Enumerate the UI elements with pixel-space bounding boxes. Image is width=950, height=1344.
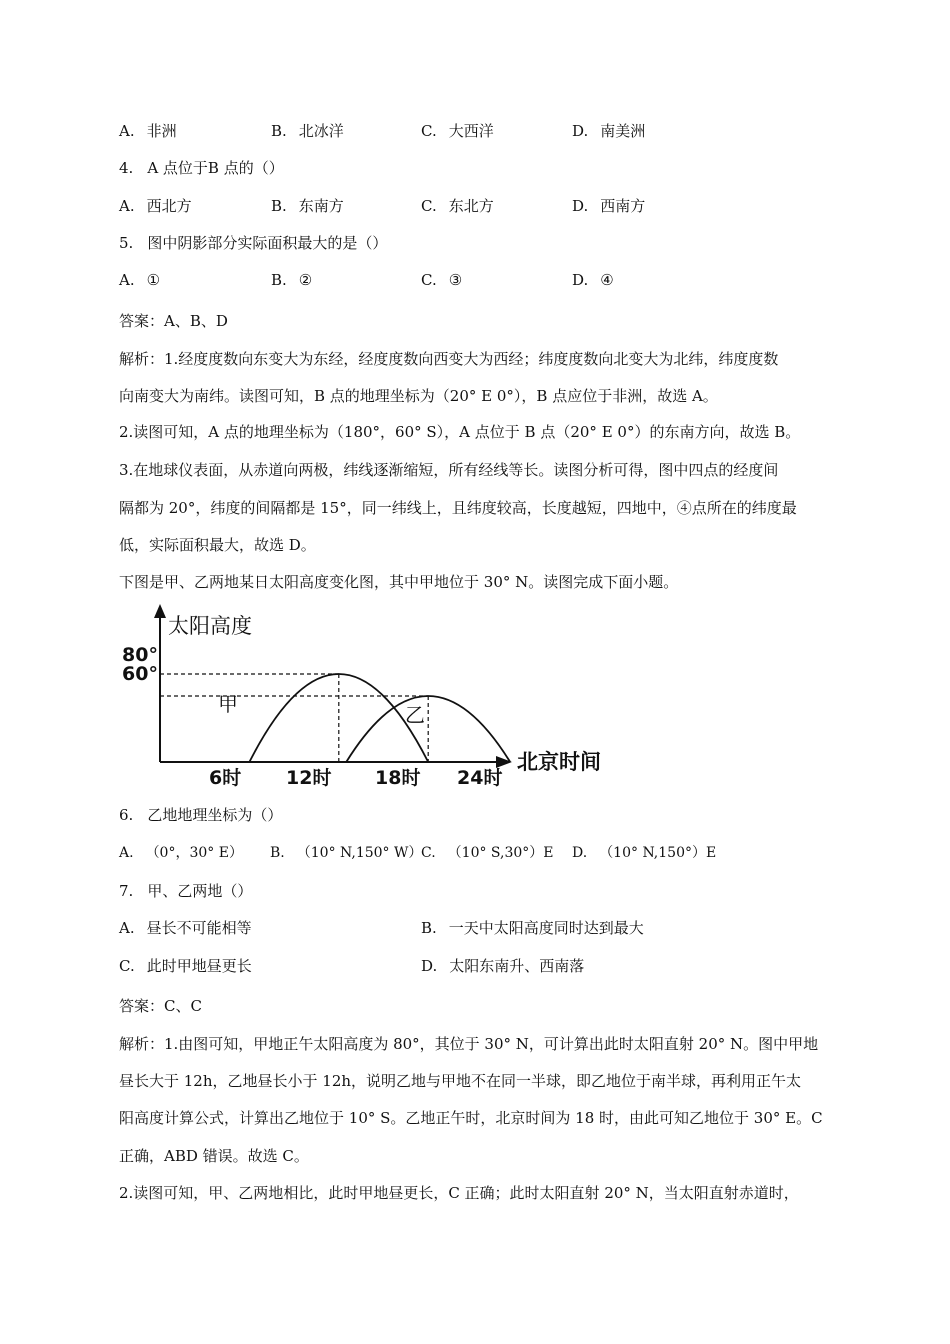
analysis-1-line: 解析：1.经度度数向东变大为东经，经度度数向西变大为西经；纬度度数向北变大为北纬，纬度度数 (119, 350, 779, 368)
x-axis-label: 北京时间 (517, 750, 601, 774)
sun-altitude-chart (110, 600, 630, 800)
option-q6-a: A. （0°，30° E） (119, 845, 243, 861)
y-tick-label: 80° (122, 644, 158, 666)
option-q7-a: A. 昼长不可能相等 (119, 919, 252, 937)
option-q6-b: B. （10° N,150° W） (270, 845, 423, 861)
option-q4-a: A. 西北方 (119, 197, 192, 215)
option-q7-b: B. 一天中太阳高度同时达到最大 (421, 919, 644, 937)
y-axis-arrow (154, 604, 166, 618)
option-q5-a: A. ① (119, 271, 161, 289)
option-q6-d: D. （10° N,150°）E (572, 845, 717, 861)
analysis-2-line: 昼长大于 12h，乙地昼长小于 12h，说明乙地与甲地不在同一半球，即乙地位于南半球，再利用正午太 (119, 1072, 802, 1090)
answer-1: 答案：A、B、D (119, 312, 228, 330)
option-q4-c: C. 东北方 (421, 197, 494, 215)
chart-intro: 下图是甲、乙两地某日太阳高度变化图，其中甲地位于 30° N。读图完成下面小题。 (119, 573, 679, 591)
analysis-2-line: 阳高度计算公式，计算出乙地位于 10° S。乙地正午时，北京时间为 18 时，由此可知乙地位于 30° E。C (119, 1109, 823, 1127)
option-q5-b: B. ② (271, 271, 313, 289)
option-q5-d: D. ④ (572, 271, 614, 289)
analysis-1-line: 低，实际面积最大，故选 D。 (119, 536, 316, 554)
question-7: 7. 甲、乙两地（） (119, 882, 253, 900)
option-q7-d: D. 太阳东南升、西南落 (421, 957, 585, 975)
analysis-2-line: 2.读图可知，甲、乙两地相比，此时甲地昼更长，C 正确；此时太阳直射 20° N，当太阳直射赤道时， (119, 1184, 799, 1202)
question-4: 4. A 点位于B 点的（） (119, 159, 284, 177)
analysis-1-line: 向南变大为南纬。读图可知，B 点的地理坐标为（20° E 0°），B 点应位于非洲，故选 A。 (119, 387, 718, 405)
series-label-jia: 甲 (218, 692, 238, 716)
question-6: 6. 乙地地理坐标为（） (119, 806, 283, 824)
y-axis-label: 太阳高度 (168, 614, 252, 638)
analysis-1-line: 2.读图可知，A 点的地理坐标为（180°，60° S），A 点位于 B 点（20° E 0°）的东南方向，故选 B。 (119, 423, 801, 441)
option-q3-a: A. 非洲 (119, 122, 177, 140)
option-q3-c: C. 大西洋 (421, 122, 494, 140)
analysis-1-line: 隔都为 20°，纬度的间隔都是 15°，同一纬线上，且纬度较高，长度越短，四地中，④点所在的纬度最 (119, 499, 797, 517)
x-tick-label: 6时 (209, 767, 242, 789)
option-q5-c: C. ③ (421, 271, 463, 289)
answer-2: 答案：C、C (119, 997, 202, 1015)
question-5: 5. 图中阴影部分实际面积最大的是（） (119, 234, 388, 252)
option-q3-b: B. 北冰洋 (271, 122, 344, 140)
option-q6-c: C. （10° S,30°）E (421, 845, 554, 861)
option-q4-b: B. 东南方 (271, 197, 344, 215)
analysis-2-line: 解析：1.由图可知，甲地正午太阳高度为 80°，其位于 30° N，可计算出此时太阳直射 20° N。图中甲地 (119, 1035, 819, 1053)
series-label-yi: 乙 (405, 703, 425, 727)
x-tick-label: 12时 (286, 767, 332, 789)
option-q4-d: D. 西南方 (572, 197, 646, 215)
x-tick-label: 24时 (457, 767, 503, 789)
y-tick-label: 60° (122, 663, 158, 685)
analysis-2-line: 正确，ABD 错误。故选 C。 (119, 1147, 309, 1165)
x-tick-label: 18时 (375, 767, 421, 789)
analysis-1-line: 3.在地球仪表面，从赤道向两极，纬线逐渐缩短，所有经线等长。读图分析可得，图中四点的经度间 (119, 461, 779, 479)
option-q7-c: C. 此时甲地昼更长 (119, 957, 252, 975)
option-q3-d: D. 南美洲 (572, 122, 646, 140)
